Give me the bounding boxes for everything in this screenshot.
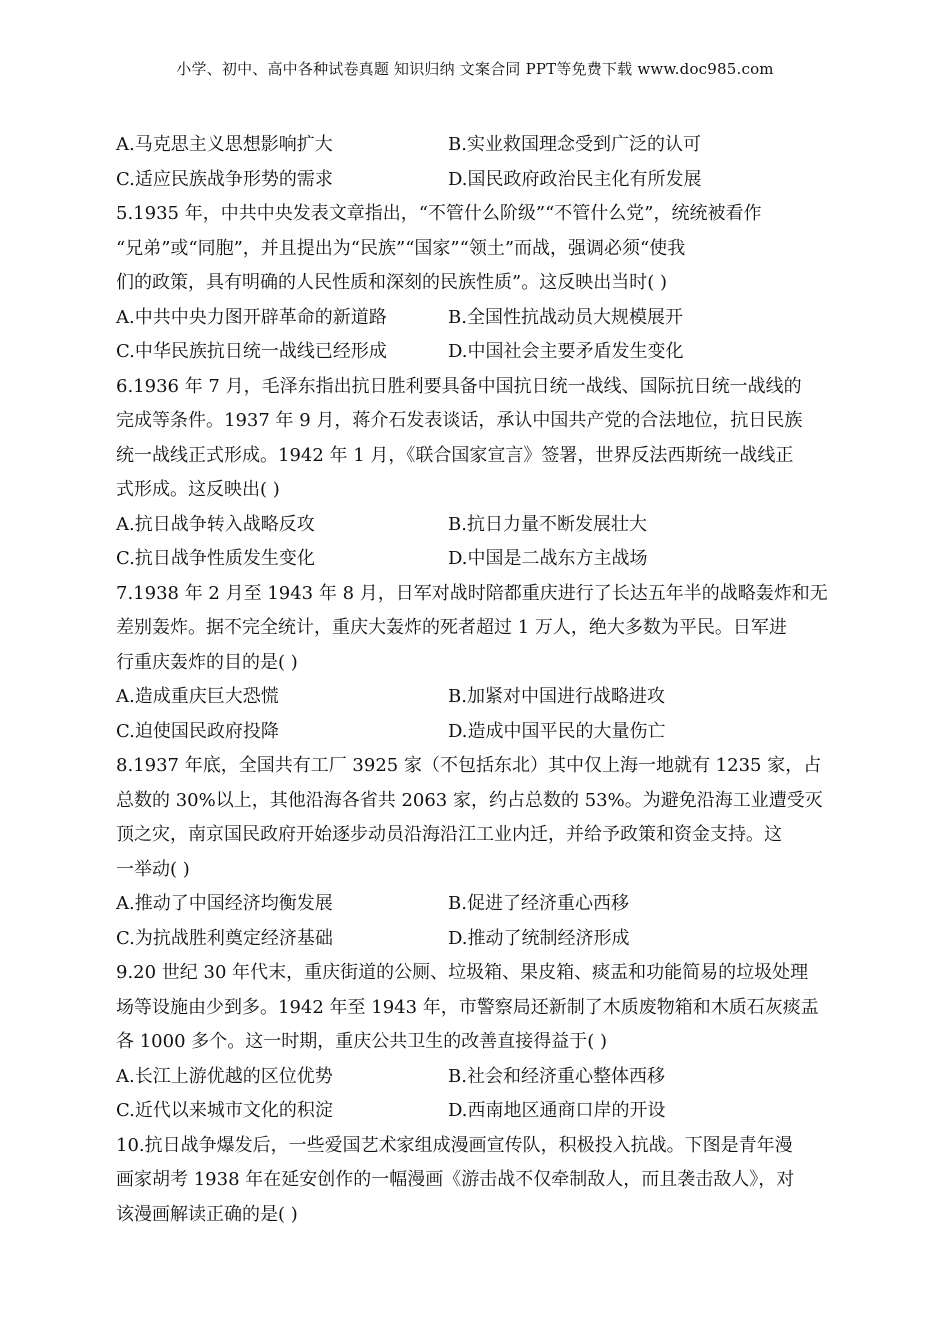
answer-option: C.适应民族战争形势的需求 <box>116 168 333 190</box>
answer-option: B.全国性抗战动员大规模展开 <box>448 306 683 328</box>
question-line: 统一战线正式形成。1942 年 1 月，《联合国家宣言》签署，世界反法西斯统一战线正 <box>116 444 794 466</box>
answer-option: A.抗日战争转入战略反攻 <box>116 513 315 535</box>
question-line: 5.1935 年，中共中央发表文章指出，“不管什么阶级”“不管什么党”，统统被看作 <box>116 203 762 224</box>
question-content <box>116 128 838 1232</box>
answer-option: D.中国是二战东方主战场 <box>448 548 648 569</box>
question-stem <box>116 1129 838 1233</box>
answer-option: B.实业救国理念受到广泛的认可 <box>448 134 701 155</box>
answer-option: A.长江上游优越的区位优势 <box>116 1065 333 1087</box>
question-line: 9.20 世纪 30 年代末，重庆街道的公厕、垃圾箱、果皮箱、痰盂和功能简易的垃圾处理 <box>116 962 809 983</box>
question-line: “兄弟”或“同胞”，并且提出为“民族”“国家”“领土”而战，强调必须“使我 <box>116 237 686 259</box>
question-line: 行重庆轰炸的目的是( ) <box>116 651 298 673</box>
answer-option: D.中国社会主要矛盾发生变化 <box>448 341 684 362</box>
answer-option: C.抗日战争性质发生变化 <box>116 548 315 569</box>
question-line: 10.抗日战争爆发后，一些爱国艺术家组成漫画宣传队，积极投入抗战。下图是青年漫 <box>116 1134 793 1156</box>
question-line: 式形成。这反映出( ) <box>116 479 280 500</box>
answer-option: C.为抗战胜利奠定经济基础 <box>116 927 333 949</box>
answer-options <box>116 128 838 197</box>
answer-options <box>116 887 838 956</box>
answer-option: D.推动了统制经济形成 <box>448 927 630 949</box>
answer-options <box>116 508 838 577</box>
question-stem <box>116 197 838 301</box>
answer-options <box>116 301 838 370</box>
question-line: 8.1937 年底，全国共有工厂 3925 家（不包括东北）其中仅上海一地就有 1235 家，占 <box>116 755 822 776</box>
question-line: 一举动( ) <box>116 858 190 880</box>
answer-option: B.社会和经济重心整体西移 <box>448 1065 665 1087</box>
question-line: 完成等条件。1937 年 9 月，蒋介石发表谈话，承认中国共产党的合法地位，抗日民族 <box>116 410 803 431</box>
answer-option: C.中华民族抗日统一战线已经形成 <box>116 341 387 362</box>
page-header: 小学、初中、高中各种试卷真题 知识归纳 文案合同 PPT等免费下载 www.doc985.com <box>176 60 774 78</box>
question-line: 们的政策，具有明确的人民性质和深刻的民族性质”。这反映出当时( ) <box>116 272 667 293</box>
answer-option: A.中共中央力图开辟革命的新道路 <box>116 306 387 328</box>
question-line: 该漫画解读正确的是( ) <box>116 1203 298 1225</box>
question-line: 6.1936 年 7 月，毛泽东指出抗日胜利要具备中国抗日统一战线、国际抗日统一战线的 <box>116 375 802 397</box>
answer-options <box>116 1060 838 1129</box>
answer-option: C.迫使国民政府投降 <box>116 720 279 742</box>
answer-option: A.马克思主义思想影响扩大 <box>116 134 333 155</box>
question-stem <box>116 749 838 887</box>
answer-option: A.推动了中国经济均衡发展 <box>116 893 333 914</box>
question-stem <box>116 956 838 1060</box>
question-line: 总数的 30%以上，其他沿海各省共 2063 家，约占总数的 53%。为避免沿海工业遭受灭 <box>116 789 823 811</box>
answer-option: D.国民政府政治民主化有所发展 <box>448 168 702 190</box>
answer-option: D.西南地区通商口岸的开设 <box>448 1100 666 1121</box>
question-line: 差别轰炸。据不完全统计，重庆大轰炸的死者超过 1 万人，绝大多数为平民。日军进 <box>116 617 787 638</box>
answer-option: B.促进了经济重心西移 <box>448 893 629 914</box>
answer-option: B.抗日力量不断发展壮大 <box>448 513 647 535</box>
question-line: 各 1000 多个。这一时期，重庆公共卫生的改善直接得益于( ) <box>116 1031 608 1052</box>
answer-option: C.近代以来城市文化的积淀 <box>116 1100 333 1121</box>
question-line: 场等设施由少到多。1942 年至 1943 年，市警察局还新制了木质废物箱和木质石灰痰盂 <box>116 996 819 1018</box>
answer-option: A.造成重庆巨大恐慌 <box>116 686 279 707</box>
question-stem <box>116 370 838 508</box>
question-line: 7.1938 年 2 月至 1943 年 8 月，日军对战时陪都重庆进行了长达五年半的战略轰炸和无 <box>116 582 828 604</box>
question-stem <box>116 577 838 681</box>
answer-option: D.造成中国平民的大量伤亡 <box>448 720 666 742</box>
question-line: 顶之灾，南京国民政府开始逐步动员沿海沿江工业内迁，并给予政策和资金支持。这 <box>116 824 782 845</box>
answer-option: B.加紧对中国进行战略进攻 <box>448 686 665 707</box>
answer-options <box>116 680 838 749</box>
question-line: 画家胡考 1938 年在延安创作的一幅漫画《游击战不仅牵制敌人，而且袭击敌人》，对 <box>116 1169 795 1190</box>
